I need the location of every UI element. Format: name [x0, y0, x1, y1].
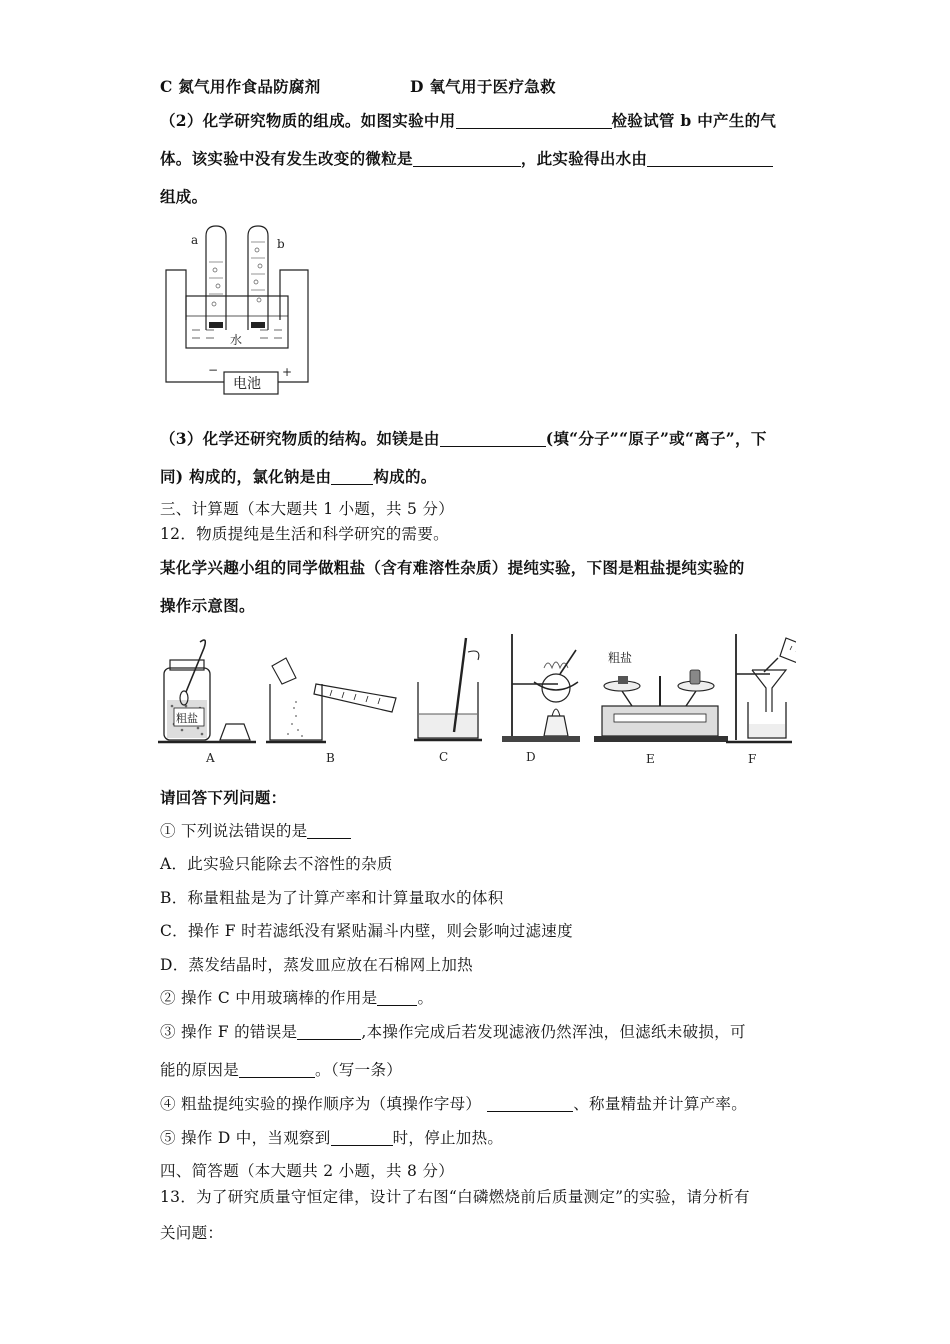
q12-intro-line2: 操作示意图。	[160, 596, 255, 615]
option-a: A．此实验只能除去不溶性的杂质	[160, 855, 393, 873]
q13-line1: 13．为了研究质量守恒定律，设计了右图“白磷燃烧前后质量测定”的实验，请分析有	[160, 1188, 750, 1206]
q12-sub2	[160, 987, 433, 1009]
battery-plus: +	[282, 365, 293, 379]
operation-f	[726, 634, 796, 742]
q11-part2-line3: 组成。	[160, 187, 208, 206]
label-a: A	[206, 751, 215, 765]
answer-blank[interactable]	[647, 150, 773, 167]
electrolysis-figure	[160, 220, 320, 400]
option-c: C 氮气用作食品防腐剂	[160, 77, 321, 96]
text: 体。该实验中没有发生改变的微粒是	[160, 149, 413, 168]
text: ⑤ 操作 D 中，当观察到	[160, 1129, 331, 1147]
label-c: C	[439, 750, 449, 764]
answer-blank[interactable]	[331, 468, 373, 485]
text: 、称量精盐并计算产率。	[573, 1095, 748, 1113]
option-c-q12: C．操作 F 时若滤纸没有紧贴漏斗内壁，则会影响过滤速度	[160, 922, 573, 940]
label-f: F	[748, 752, 757, 766]
option-b: B．称量粗盐是为了计算产率和计算量取水的体积	[160, 889, 504, 907]
q11-part3-line2	[160, 466, 437, 488]
text: （2）化学研究物质的组成。如图实验中用	[160, 111, 456, 130]
q12-title: 12．物质提纯是生活和科学研究的需要。	[160, 525, 449, 543]
text: ① 下列说法错误的是	[160, 822, 308, 840]
answer-blank[interactable]	[456, 112, 612, 129]
q12-sub3-cont	[160, 1059, 402, 1081]
label-b: B	[326, 751, 335, 765]
text: ② 操作 C 中用玻璃棒的作用是	[160, 989, 378, 1007]
operation-d	[502, 634, 580, 742]
text: 时，停止加热。	[392, 1129, 504, 1147]
jar-label: 粗盐	[176, 712, 198, 725]
answer-blank[interactable]	[440, 430, 546, 447]
operation-a	[158, 640, 256, 742]
q11-part2-line1	[160, 110, 776, 132]
q12-sub3	[160, 1021, 746, 1043]
q12-sub5	[160, 1127, 503, 1149]
operation-e	[594, 650, 728, 742]
answer-blank[interactable]	[239, 1061, 315, 1078]
tube-a-label: a	[191, 233, 199, 247]
tube-b-label: b	[277, 237, 285, 251]
label-d: D	[526, 750, 536, 764]
section-4-heading: 四、简答题（本大题共 2 小题，共 8 分）	[160, 1162, 455, 1180]
text: ③ 操作 F 的错误是	[160, 1023, 298, 1041]
text: 构成的。	[373, 467, 437, 486]
q13-line2: 关问题：	[160, 1224, 224, 1242]
option-d: D 氧气用于医疗急救	[410, 77, 556, 96]
q11-part3-line1	[160, 428, 767, 450]
battery-minus: −	[208, 363, 219, 377]
balance-label: 粗盐	[608, 651, 633, 665]
text: 能的原因是	[160, 1061, 240, 1079]
battery-label: 电池	[233, 376, 261, 392]
answer-blank[interactable]	[331, 1129, 393, 1146]
text: ,本操作完成后若发现滤液仍然浑浊，但滤纸未破损，可	[361, 1023, 746, 1041]
text: 。（写一条）	[315, 1061, 403, 1079]
operation-b	[266, 658, 396, 742]
text: ，此实验得出水由	[520, 149, 648, 168]
salt-purification-figure	[156, 628, 796, 770]
text: ④ 粗盐提纯实验的操作顺序为（填操作字母）	[160, 1095, 482, 1113]
text: 。	[417, 989, 434, 1007]
q12-sub4	[160, 1093, 747, 1115]
option-d-q12: D．蒸发结晶时，蒸发皿应放在石棉网上加热	[160, 956, 473, 974]
answer-blank[interactable]	[413, 150, 521, 167]
text: 检验试管 b 中产生的气	[611, 111, 777, 130]
water-label: 水	[230, 333, 243, 347]
answer-blank[interactable]	[487, 1095, 573, 1112]
text: （3）化学还研究物质的结构。如镁是由	[160, 429, 440, 448]
answer-blank[interactable]	[297, 1023, 361, 1040]
text: 同) 构成的，氯化钠是由	[160, 467, 332, 486]
operation-c	[414, 638, 482, 740]
q12-intro-line1: 某化学兴趣小组的同学做粗盐（含有难溶性杂质）提纯实验，下图是粗盐提纯实验的	[160, 558, 745, 577]
answer-prompt: 请回答下列问题：	[160, 788, 287, 807]
q11-part2-line2	[160, 148, 773, 170]
answer-blank[interactable]	[377, 989, 417, 1006]
text: (填“分子”“原子”或“离子”，下	[545, 429, 767, 448]
answer-blank[interactable]	[307, 822, 351, 839]
label-e: E	[646, 752, 655, 766]
section-3-heading: 三、计算题（本大题共 1 小题，共 5 分）	[160, 500, 455, 518]
q12-sub1	[160, 820, 351, 842]
